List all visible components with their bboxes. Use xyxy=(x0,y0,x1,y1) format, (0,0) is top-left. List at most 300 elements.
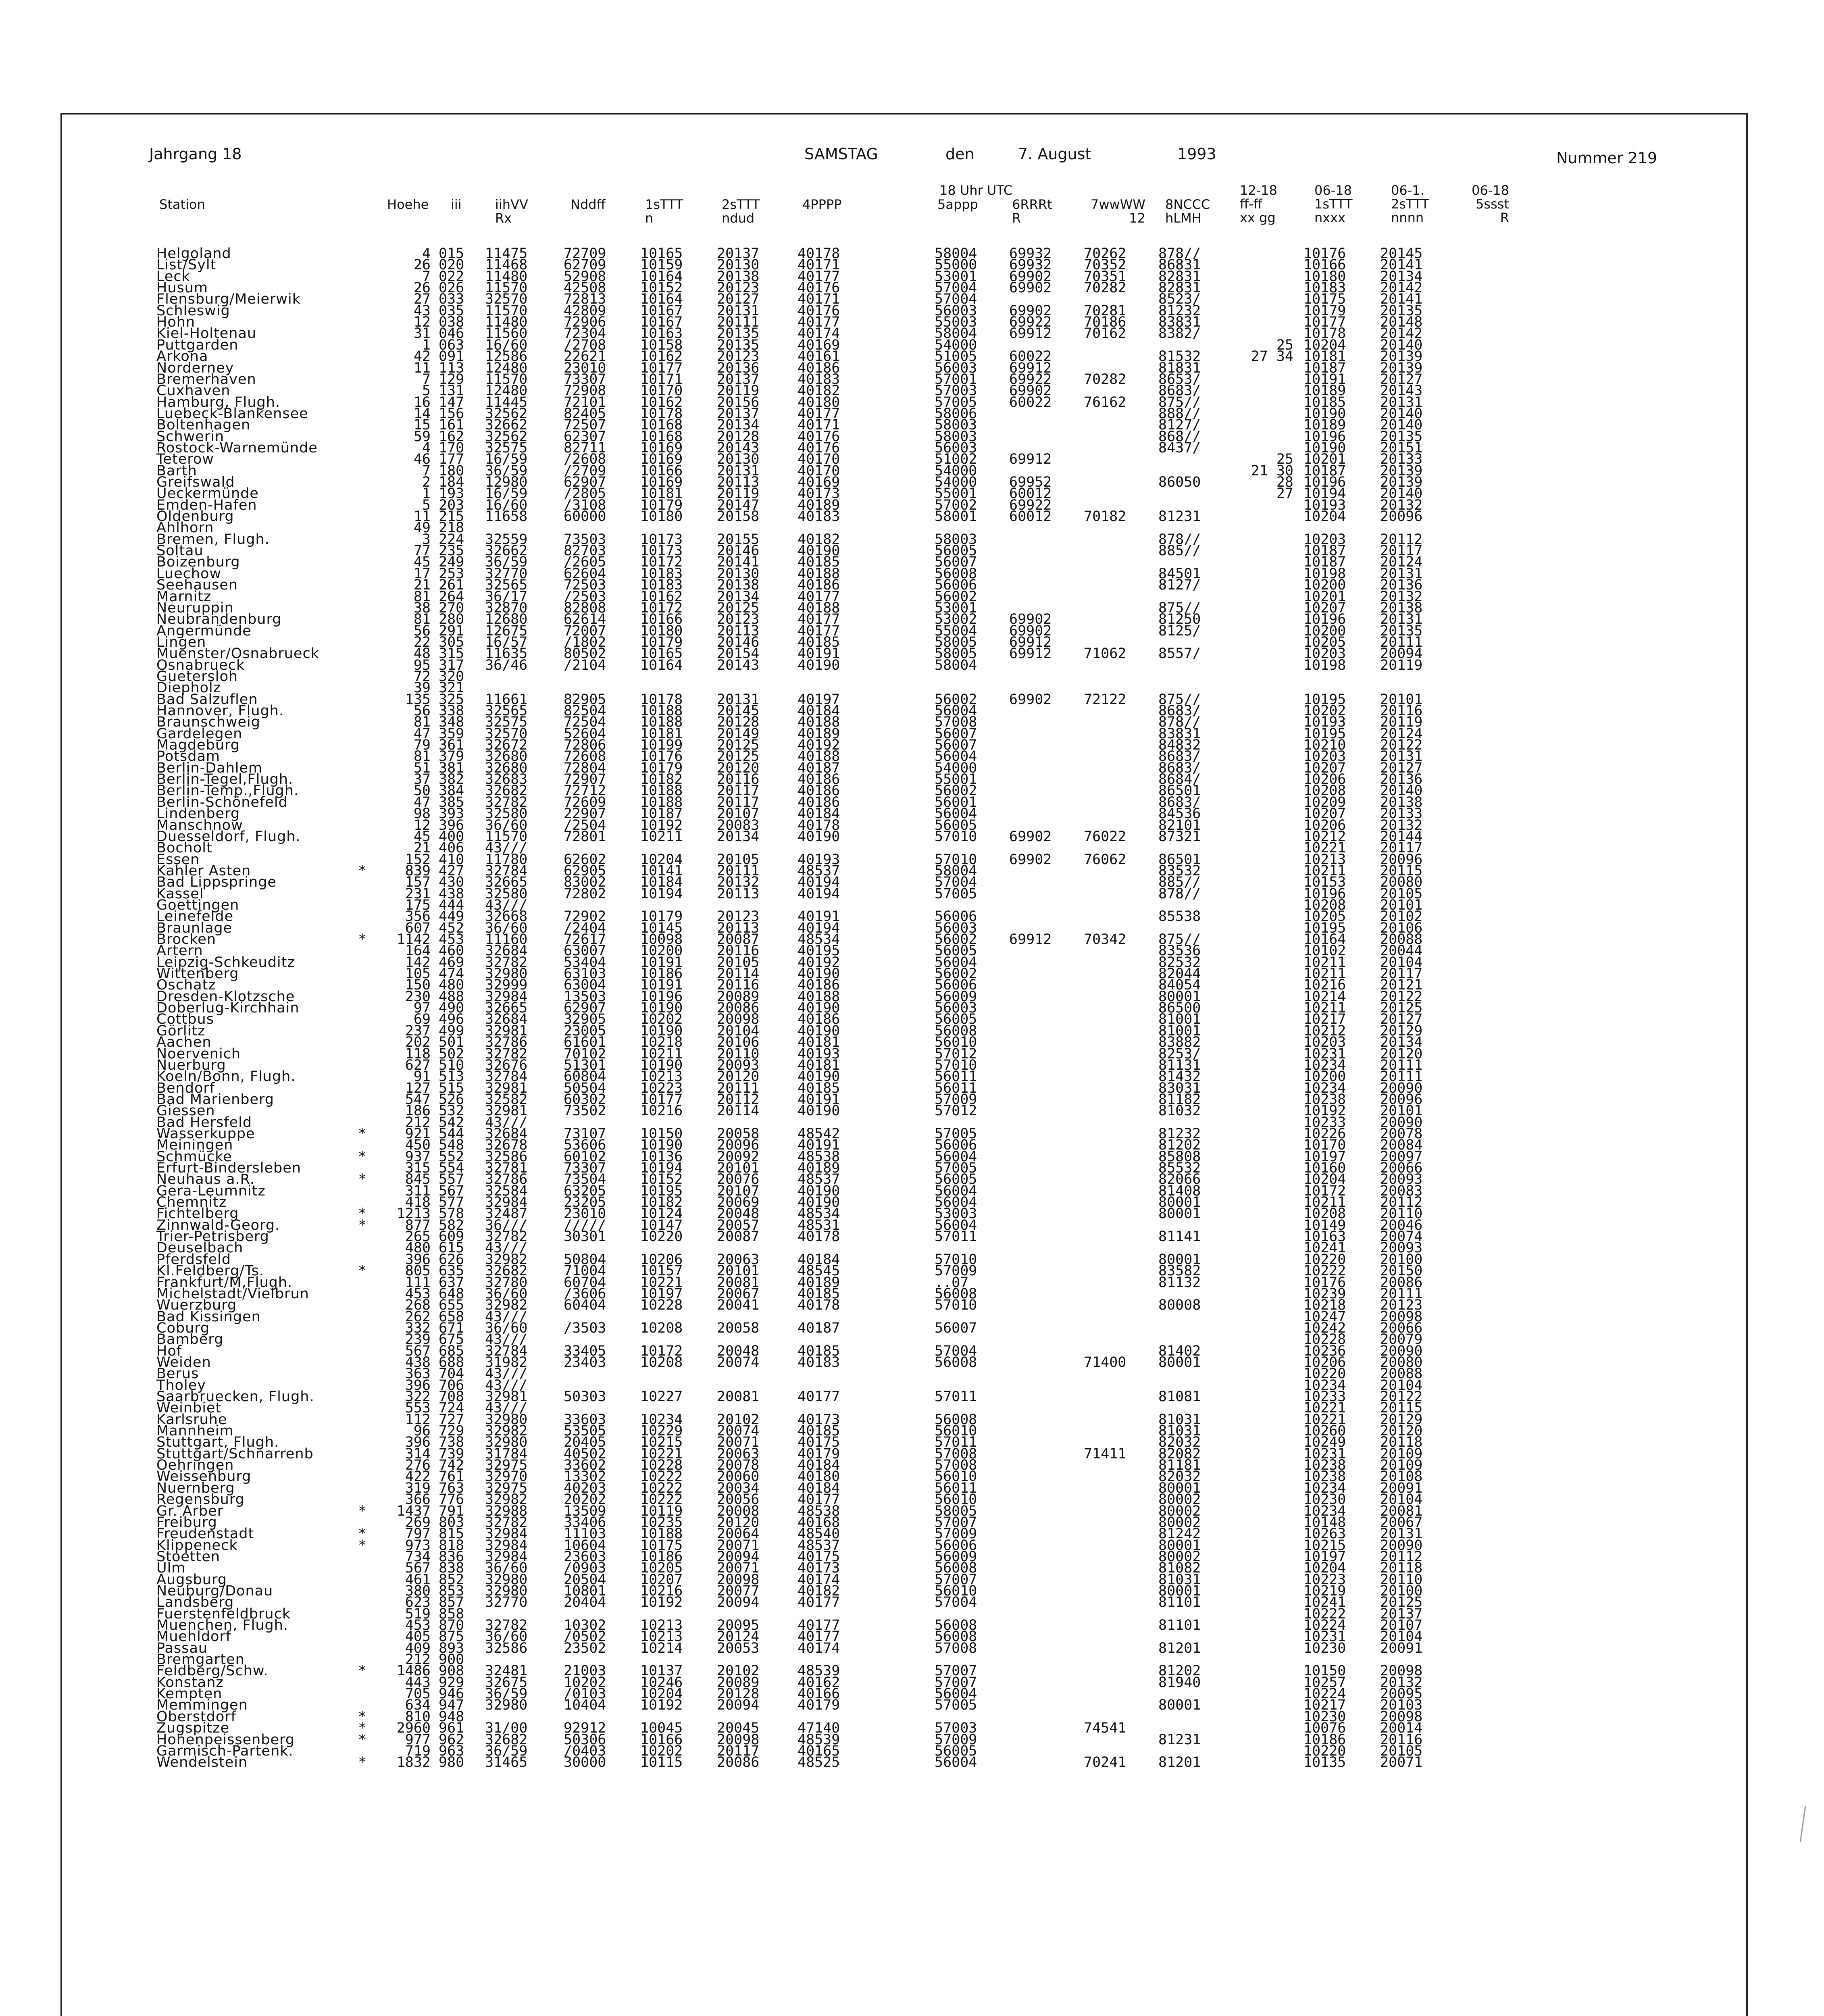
cloud-value: 81181 xyxy=(1158,1457,1201,1474)
min-temp-value: 20124 xyxy=(1380,554,1423,571)
nddff-value: 62709 xyxy=(564,257,606,273)
station-index: 015 xyxy=(439,246,464,262)
nddff-value: 73307 xyxy=(564,1160,606,1176)
tendency-value: 53003 xyxy=(935,1206,977,1222)
pressure-value: 40186 xyxy=(797,977,840,993)
max-temp-value: 10183 xyxy=(1303,280,1346,296)
station-height: 2 xyxy=(422,474,431,490)
cloud-value: 80002 xyxy=(1158,1514,1201,1531)
station-index: 218 xyxy=(439,520,464,536)
station-height: 332 xyxy=(405,1320,431,1336)
nddff-value: 72908 xyxy=(564,383,606,399)
tendency-value: 54000 xyxy=(935,760,977,776)
dewpoint-value: 20053 xyxy=(717,1640,760,1656)
max-temp-value: 10212 xyxy=(1303,1023,1346,1039)
station-height: 237 xyxy=(405,1023,431,1039)
iihvv-value: 11475 xyxy=(485,246,528,262)
pressure-value: 40191 xyxy=(797,908,840,925)
max-temp-value: 10234 xyxy=(1303,1057,1346,1073)
station-height: 81 xyxy=(413,748,431,765)
cloud-value: 80008 xyxy=(1158,1297,1201,1314)
pressure-value: 40186 xyxy=(797,794,840,810)
station-index: 320 xyxy=(439,668,464,685)
max-temp-value: 10206 xyxy=(1303,771,1346,788)
iihvv-value: 11570 xyxy=(485,828,528,845)
temp-value: 10183 xyxy=(640,565,683,582)
temp-value: 10206 xyxy=(640,1251,683,1268)
col-snow: 06-18 5ssst R xyxy=(1472,183,1509,225)
station-index: 317 xyxy=(439,657,464,673)
pressure-value: 40185 xyxy=(797,1080,840,1096)
min-temp-value: 20140 xyxy=(1380,783,1423,799)
tendency-value: 51002 xyxy=(935,451,977,468)
station-name: Cottbus xyxy=(156,1011,214,1028)
min-temp-value: 20109 xyxy=(1380,1445,1423,1462)
mountain-marker: * xyxy=(358,1526,367,1542)
station-height: 461 xyxy=(405,1571,431,1588)
dewpoint-value: 20096 xyxy=(717,1137,760,1154)
iihvv-value: 32784 xyxy=(485,1343,528,1359)
iihvv-value: 43/// xyxy=(485,1366,528,1382)
pressure-value: 40171 xyxy=(797,257,840,273)
iihvv-value: 32984 xyxy=(485,1548,528,1565)
station-name: Schwerin xyxy=(156,428,225,445)
temp-value: 10147 xyxy=(640,1217,683,1233)
min-temp-value: 20074 xyxy=(1380,1229,1423,1245)
station-index: 739 xyxy=(439,1445,464,1462)
max-temp-value: 10195 xyxy=(1303,725,1346,742)
min-temp-value: 20112 xyxy=(1380,1194,1423,1211)
dewpoint-value: 20008 xyxy=(717,1503,760,1519)
weather-value: 72122 xyxy=(1084,691,1126,708)
pressure-value: 40173 xyxy=(797,1560,840,1577)
max-temp-value: 10210 xyxy=(1303,737,1346,754)
station-index: 708 xyxy=(439,1389,464,1405)
pressure-value: 40185 xyxy=(797,634,840,650)
station-index: 554 xyxy=(439,1160,464,1176)
temp-value: 10215 xyxy=(640,1434,683,1451)
station-index: 513 xyxy=(439,1068,464,1085)
dewpoint-value: 20113 xyxy=(717,623,760,639)
station-height: 22 xyxy=(413,634,431,650)
nddff-value: 62905 xyxy=(564,862,606,879)
weather-value: 76022 xyxy=(1084,828,1126,845)
nddff-value: /2503 xyxy=(564,588,606,605)
tendency-value: 53001 xyxy=(935,600,977,616)
station-name: Fuerstenfeldbruck xyxy=(156,1606,291,1622)
pressure-value: 40169 xyxy=(797,337,840,353)
station-name: Ulm xyxy=(156,1560,186,1577)
nddff-value: 22621 xyxy=(564,348,606,365)
min-temp-value: 20142 xyxy=(1380,325,1423,342)
station-index: 393 xyxy=(439,806,464,822)
pressure-value: 40187 xyxy=(797,760,840,776)
min-temp-value: 20119 xyxy=(1380,657,1423,673)
min-temp-value: 20093 xyxy=(1380,1240,1423,1256)
max-temp-value: 10204 xyxy=(1303,337,1346,353)
pressure-value: 47140 xyxy=(797,1720,840,1737)
iihvv-value: 43/// xyxy=(485,1377,528,1393)
station-height: 553 xyxy=(405,1400,431,1416)
nddff-value: 63103 xyxy=(564,966,606,982)
temp-value: 10158 xyxy=(640,337,683,353)
max-temp-value: 10211 xyxy=(1303,862,1346,879)
nddff-value: 73107 xyxy=(564,1125,606,1142)
pressure-value: 40166 xyxy=(797,1686,840,1702)
min-temp-value: 20090 xyxy=(1380,1080,1423,1096)
temp-value: 10234 xyxy=(640,1411,683,1428)
min-temp-value: 20115 xyxy=(1380,1400,1423,1416)
max-temp-value: 10222 xyxy=(1303,1606,1346,1622)
temp-value: 10173 xyxy=(640,531,683,548)
station-name: Erfurt-Bindersleben xyxy=(156,1160,301,1176)
pressure-value: 40190 xyxy=(797,1183,840,1199)
max-temp-value: 10196 xyxy=(1303,885,1346,902)
station-height: 797 xyxy=(405,1526,431,1542)
pressure-value: 48539 xyxy=(797,1663,840,1679)
station-height: 7 xyxy=(422,462,431,479)
min-temp-value: 20066 xyxy=(1380,1320,1423,1336)
tendency-value: 56006 xyxy=(935,577,977,594)
station-index: 385 xyxy=(439,794,464,810)
max-temp-value: 10197 xyxy=(1303,1148,1346,1165)
max-temp-value: 10195 xyxy=(1303,691,1346,708)
iihvv-value: 36/59 xyxy=(485,462,528,479)
station-height: 12 xyxy=(413,817,431,833)
max-temp-value: 10217 xyxy=(1303,1011,1346,1028)
dewpoint-value: 20034 xyxy=(717,1480,760,1496)
iihvv-value: 32562 xyxy=(485,405,528,422)
max-temp-value: 10198 xyxy=(1303,657,1346,673)
tendency-value: 57004 xyxy=(935,1594,977,1611)
cloud-value: 85532 xyxy=(1158,1160,1201,1176)
station-height: 396 xyxy=(405,1434,431,1451)
station-height: 5 xyxy=(422,497,431,513)
iihvv-value: 32981 xyxy=(485,1103,528,1119)
cloud-value: 81831 xyxy=(1158,360,1201,376)
station-index: 038 xyxy=(439,314,464,331)
station-height: 805 xyxy=(405,1263,431,1279)
iihvv-value: 32982 xyxy=(485,1251,528,1268)
tendency-value: 57007 xyxy=(935,1663,977,1679)
temp-value: 10162 xyxy=(640,348,683,365)
pressure-value: 40170 xyxy=(797,451,840,468)
temp-value: 10213 xyxy=(640,1629,683,1645)
cloud-value: 86831 xyxy=(1158,257,1201,273)
dewpoint-value: 20107 xyxy=(717,1183,760,1199)
tendency-value: 56008 xyxy=(935,565,977,582)
station-height: 418 xyxy=(405,1194,431,1211)
station-name: Feldberg/Schw. xyxy=(156,1663,269,1679)
nddff-value: ///// xyxy=(564,1217,606,1233)
temp-value: 10194 xyxy=(640,885,683,902)
iihvv-value: 32980 xyxy=(485,1583,528,1599)
station-index: 858 xyxy=(439,1606,464,1622)
dewpoint-value: 20101 xyxy=(717,1160,760,1176)
station-name: Bad Salzuflen xyxy=(156,691,258,708)
table-row xyxy=(156,885,1487,902)
station-index: 490 xyxy=(439,1000,464,1016)
max-temp-value: 10218 xyxy=(1303,1297,1346,1314)
dewpoint-value: 20131 xyxy=(717,302,760,319)
iihvv-value: 11661 xyxy=(485,691,528,708)
max-temp-value: 10206 xyxy=(1303,817,1346,833)
dewpoint-value: 20134 xyxy=(717,828,760,845)
max-temp-value: 10198 xyxy=(1303,565,1346,582)
station-name: Brocken xyxy=(156,931,217,948)
nddff-value: 52604 xyxy=(564,725,606,742)
station-name: Bocholt xyxy=(156,840,212,856)
min-temp-value: 20104 xyxy=(1380,954,1423,971)
max-temp-value: 10239 xyxy=(1303,1285,1346,1302)
pressure-value: 40186 xyxy=(797,360,840,376)
pressure-value: 40162 xyxy=(797,1674,840,1691)
station-name: Berlin-Temp.,Flugh. xyxy=(156,783,299,799)
station-index: 235 xyxy=(439,543,464,559)
temp-value: 10045 xyxy=(640,1720,683,1737)
min-temp-value: 20139 xyxy=(1380,348,1423,365)
dewpoint-value: 20089 xyxy=(717,988,760,1005)
dewpoint-value: 20057 xyxy=(717,1217,760,1233)
min-temp-value: 20129 xyxy=(1380,1411,1423,1428)
station-index: 947 xyxy=(439,1697,464,1714)
cloud-value: 81001 xyxy=(1158,1011,1201,1028)
tendency-value: 57007 xyxy=(935,1514,977,1531)
dewpoint-value: 20145 xyxy=(717,703,760,719)
cloud-value: 81201 xyxy=(1158,1640,1201,1656)
cloud-value: 84536 xyxy=(1158,806,1201,822)
min-temp-value: 20148 xyxy=(1380,314,1423,331)
cloud-value: 86501 xyxy=(1158,783,1201,799)
station-name: Lingen xyxy=(156,634,206,650)
iihvv-value: 32584 xyxy=(485,1183,528,1199)
dewpoint-value: 20112 xyxy=(717,1091,760,1108)
max-temp-value: 10160 xyxy=(1303,1160,1346,1176)
min-temp-value: 20094 xyxy=(1380,646,1423,662)
station-index: 193 xyxy=(439,485,464,502)
station-height: 453 xyxy=(405,1617,431,1633)
temp-value: 10200 xyxy=(640,943,683,959)
max-temp-value: 10190 xyxy=(1303,439,1346,456)
cloud-value: 8683/ xyxy=(1158,760,1201,776)
cloud-value: 81250 xyxy=(1158,611,1201,628)
temp-value: 10184 xyxy=(640,874,683,891)
tendency-value: 57004 xyxy=(935,291,977,308)
temp-value: 10172 xyxy=(640,600,683,616)
station-height: 1213 xyxy=(396,1206,431,1222)
nddff-value: 63004 xyxy=(564,977,606,993)
min-temp-value: 20110 xyxy=(1380,1206,1423,1222)
max-temp-value: 10219 xyxy=(1303,1583,1346,1599)
max-temp-value: 10211 xyxy=(1303,966,1346,982)
station-height: 45 xyxy=(413,554,431,571)
iihvv-value: 36/59 xyxy=(485,1743,528,1759)
tendency-value: 57009 xyxy=(935,1091,977,1108)
dewpoint-value: 20089 xyxy=(717,1674,760,1691)
station-name: Neuruppin xyxy=(156,600,234,616)
station-name: Kahler Asten xyxy=(156,862,251,879)
temp-value: 10211 xyxy=(640,1045,683,1062)
iihvv-value: 32782 xyxy=(485,1045,528,1062)
iihvv-value: 43/// xyxy=(485,1240,528,1256)
tendency-value: 56006 xyxy=(935,1137,977,1154)
station-name: Muehldorf xyxy=(156,1629,231,1645)
cloud-value: 80001 xyxy=(1158,1354,1201,1370)
pressure-value: 40170 xyxy=(797,462,840,479)
max-temp-value: 10148 xyxy=(1303,1514,1346,1531)
cloud-value: 86500 xyxy=(1158,1000,1201,1016)
precip-value: 69922 xyxy=(1009,314,1052,331)
max-temp-value: 10170 xyxy=(1303,1137,1346,1154)
station-height: 98 xyxy=(413,806,431,822)
nddff-value: /2805 xyxy=(564,485,606,502)
nddff-value: 13503 xyxy=(564,988,606,1005)
iihvv-value: 36/17 xyxy=(485,588,528,605)
iihvv-value: 32565 xyxy=(485,703,528,719)
iihvv-value: 32981 xyxy=(485,1023,528,1039)
min-temp-value: 20144 xyxy=(1380,828,1423,845)
cloud-value: 81940 xyxy=(1158,1674,1201,1691)
tendency-value: 58004 xyxy=(935,325,977,342)
tendency-value: 56010 xyxy=(935,1468,977,1485)
cloud-value: 878// xyxy=(1158,714,1201,731)
dewpoint-value: 20114 xyxy=(717,966,760,982)
station-name: Hohenpeissenberg xyxy=(156,1731,295,1748)
pressure-value: 40177 xyxy=(797,623,840,639)
pressure-value: 40191 xyxy=(797,1091,840,1108)
tendency-value: 57005 xyxy=(935,885,977,902)
max-temp-value: 10185 xyxy=(1303,394,1346,410)
station-height: 839 xyxy=(405,862,431,879)
dewpoint-value: 20119 xyxy=(717,383,760,399)
tendency-value: 56008 xyxy=(935,1354,977,1370)
iihvv-value: 32559 xyxy=(485,531,528,548)
pressure-value: 40183 xyxy=(797,508,840,525)
station-name: Freiburg xyxy=(156,1514,217,1531)
station-name: Berlin-Schönefeld xyxy=(156,794,288,810)
nddff-value: 72906 xyxy=(564,314,606,331)
cloud-value: 868// xyxy=(1158,428,1201,445)
temp-value: 10188 xyxy=(640,1526,683,1542)
mountain-marker: * xyxy=(358,1217,367,1233)
pressure-value: 40189 xyxy=(797,1274,840,1291)
station-name: Kassel xyxy=(156,885,204,902)
max-temp-value: 10230 xyxy=(1303,1640,1346,1656)
nddff-value: 62907 xyxy=(564,1000,606,1016)
iihvv-value: 32682 xyxy=(485,1731,528,1748)
col-6rrrt: 6RRRt R xyxy=(1012,197,1052,226)
nddff-value: 40203 xyxy=(564,1480,606,1496)
cloud-value: 81231 xyxy=(1158,1731,1201,1748)
temp-value: 10167 xyxy=(640,314,683,331)
station-height: 111 xyxy=(405,1274,431,1291)
station-height: 21 xyxy=(413,840,431,856)
station-name: Passau xyxy=(156,1640,208,1656)
iihvv-value: 32780 xyxy=(485,1274,528,1291)
nddff-value: 63205 xyxy=(564,1183,606,1199)
dewpoint-value: 20146 xyxy=(717,543,760,559)
nddff-value: 23010 xyxy=(564,360,606,376)
station-height: 81 xyxy=(413,714,431,731)
station-height: 47 xyxy=(413,725,431,742)
max-temp-value: 10211 xyxy=(1303,1000,1346,1016)
cloud-value: 81402 xyxy=(1158,1343,1201,1359)
station-height: 112 xyxy=(405,1411,431,1428)
station-name: Braunschweig xyxy=(156,714,260,731)
dewpoint-value: 20124 xyxy=(717,1629,760,1645)
station-index: 675 xyxy=(439,1331,464,1348)
min-temp-value: 20078 xyxy=(1380,1125,1423,1142)
iihvv-value: 11480 xyxy=(485,314,528,331)
iihvv-value: 32487 xyxy=(485,1206,528,1222)
cloud-value: 83582 xyxy=(1158,1263,1201,1279)
station-name: Bendorf xyxy=(156,1080,215,1096)
col-hoehe: Hoehe xyxy=(387,197,429,212)
station-name: Teterow xyxy=(156,451,214,468)
pressure-value: 40193 xyxy=(797,851,840,868)
station-height: 262 xyxy=(405,1308,431,1325)
min-temp-value: 20139 xyxy=(1380,462,1423,479)
max-temp-value: 10153 xyxy=(1303,874,1346,891)
tendency-value: 57004 xyxy=(935,280,977,296)
temp-value: 10176 xyxy=(640,748,683,765)
temp-value: 10208 xyxy=(640,1354,683,1370)
station-height: 366 xyxy=(405,1491,431,1508)
nddff-value: 72609 xyxy=(564,794,606,810)
nddff-value: 13302 xyxy=(564,1468,606,1485)
max-temp-value: 10189 xyxy=(1303,383,1346,399)
nddff-value: 72813 xyxy=(564,291,606,308)
station-index: 532 xyxy=(439,1103,464,1119)
station-name: Lindenberg xyxy=(156,806,240,822)
station-height: 480 xyxy=(405,1240,431,1256)
temp-value: 10152 xyxy=(640,1171,683,1188)
precip-value: 69922 xyxy=(1009,371,1052,387)
station-index: 836 xyxy=(439,1548,464,1565)
station-height: 2960 xyxy=(396,1720,431,1737)
min-temp-value: 20140 xyxy=(1380,417,1423,433)
temp-value: 10220 xyxy=(640,1229,683,1245)
dewpoint-value: 20105 xyxy=(717,954,760,971)
max-temp-value: 10203 xyxy=(1303,531,1346,548)
dewpoint-value: 20119 xyxy=(717,485,760,502)
pressure-value: 40177 xyxy=(797,1491,840,1508)
pressure-value: 40184 xyxy=(797,1480,840,1496)
station-name: Dresden-Klotzsche xyxy=(156,988,295,1005)
nddff-value: 72304 xyxy=(564,325,606,342)
dewpoint-value: 20123 xyxy=(717,908,760,925)
max-temp-value: 10231 xyxy=(1303,1445,1346,1462)
station-index: 091 xyxy=(439,348,464,365)
station-height: 1486 xyxy=(396,1663,431,1679)
nddff-value: /2504 xyxy=(564,817,606,833)
cloud-value: 80002 xyxy=(1158,1503,1201,1519)
min-temp-value: 20138 xyxy=(1380,794,1423,810)
temp-value: 10213 xyxy=(640,1068,683,1085)
iihvv-value: 32782 xyxy=(485,1617,528,1633)
station-height: 26 xyxy=(413,280,431,296)
max-temp-value: 10230 xyxy=(1303,1708,1346,1725)
weather-value: 70182 xyxy=(1084,508,1126,525)
cloud-value: 81182 xyxy=(1158,1091,1201,1108)
station-height: 705 xyxy=(405,1686,431,1702)
iihvv-value: 12586 xyxy=(485,348,528,365)
station-name: Manschnow xyxy=(156,817,243,833)
nddff-value: 33603 xyxy=(564,1411,606,1428)
min-temp-value: 20080 xyxy=(1380,1354,1423,1370)
iihvv-value: 32982 xyxy=(485,1491,528,1508)
iihvv-value: 16/60 xyxy=(485,337,528,353)
